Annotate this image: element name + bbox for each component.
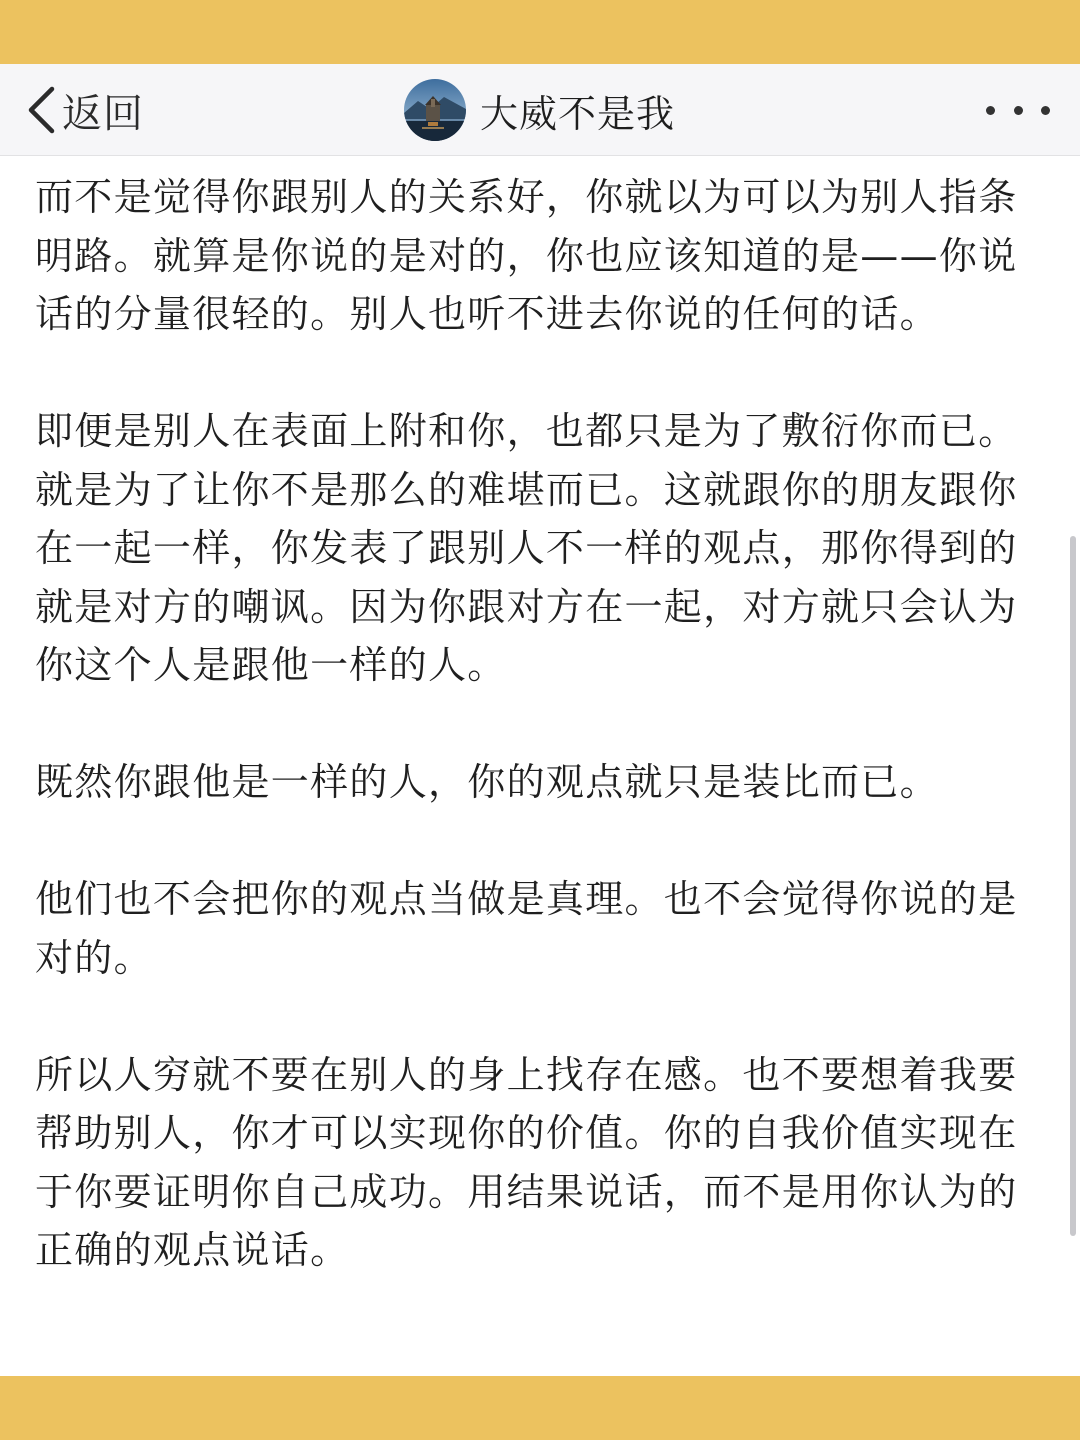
more-horizontal-icon xyxy=(986,106,995,115)
more-horizontal-icon xyxy=(1014,106,1023,115)
chevron-left-icon xyxy=(26,85,56,135)
article-paragraph: 所以人穷就不要在别人的身上找存在感。也不要想着我要帮助别人，你才可以实现你的价值。你的自我价值实现在于你要证明你自己成功。用结果说话，而不是用你认为的正确的观点说话。 xyxy=(35,1052,1018,1272)
avatar[interactable] xyxy=(404,79,466,141)
article-paragraph: 而不是觉得你跟别人的关系好，你就以为可以为别人指条明路。就算是你说的是对的，你也应该知道的是——你说话的分量很轻的。别人也听不进去你说的任何的话。 xyxy=(35,175,1018,336)
article-paragraph: 他们也不会把你的观点当做是真理。也不会觉得你说的是对的。 xyxy=(35,877,1018,980)
top-frame-strip xyxy=(0,0,1080,64)
article-body xyxy=(35,168,1035,1338)
more-button[interactable] xyxy=(986,84,1050,136)
vertical-scrollbar[interactable] xyxy=(1070,536,1076,1236)
nav-header xyxy=(0,64,1080,156)
author-profile[interactable] xyxy=(404,70,675,150)
bottom-frame-strip xyxy=(0,1376,1080,1440)
article-paragraph: 即便是别人在表面上附和你，也都只是为了敷衍你而已。就是为了让你不是那么的难堪而已。这就跟你的朋友跟你在一起一样，你发表了跟别人不一样的观点，那你得到的就是对方的嘲讽。因为你跟对方在一起，对方就只会认为你这个人是跟他一样的人。 xyxy=(35,409,1018,687)
article-paragraph: 既然你跟他是一样的人，你的观点就只是装比而已。 xyxy=(35,760,939,804)
article-content[interactable] xyxy=(0,156,1080,1376)
back-label: 返回 xyxy=(62,90,144,137)
back-button[interactable] xyxy=(26,78,144,142)
more-horizontal-icon xyxy=(1041,106,1050,115)
author-name: 大威不是我 xyxy=(480,91,676,136)
